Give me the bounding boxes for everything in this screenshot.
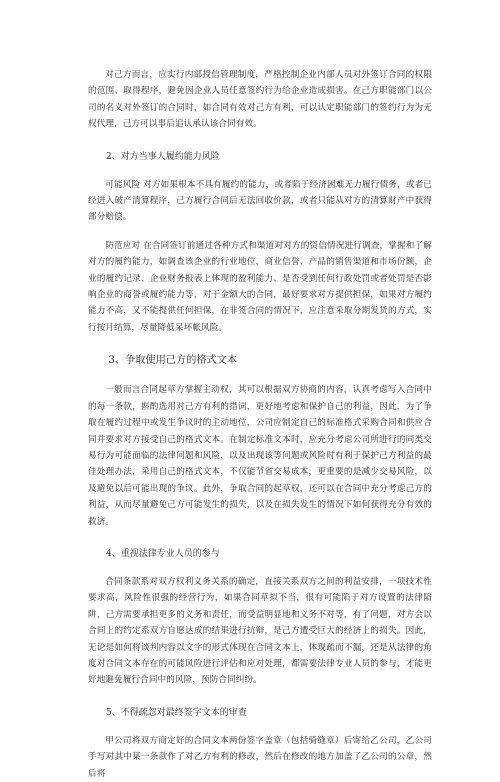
heading-legal-professionals: 4、重视法律专业人员的参与 (106, 548, 220, 559)
paragraph-possible-risk: 可能风险 对方如果根本不具有履约的能力，或者陷于经济困难无力履行债务，或者已经进入破产清算程序，己方履行合同后无法回收价款，或者只能从对方的清算财产中获得部分赔偿。 (88, 179, 432, 223)
paragraph-signing-case: 甲公司将双方商定好的合同文本两份签字盖章（包括骑缝章）后寄给乙公司，乙公司手写对其中某一条款作了对乙方有利的修改，然后在修改的地方加盖了乙公司的公章，然后将 (88, 735, 432, 779)
paragraph-prevention: 防范应对 在合同签订前通过各种方式和渠道对对方的资信情况进行调查，掌握和了解对方的履约能力，如调查该企业的行业地位，商业信誉、产品的销售渠道和市场份额，企业的履约记录、企业财务报表上体现的盈利能力、是否受到任何行政处罚或者处罚是否影响企业的商誉或履约能力等，对于金额大的合同，最好要求对方提供担保，如果对方履约能力不高，又不能提供任何担保，在非签合同的情况下，应注意采取分期发货的方式，实行按月结算，尽量降低呆坏帐风险。 (88, 240, 432, 333)
document-body (88, 67, 432, 782)
paragraph-internal-authorization: 对己方而言，应实行内部授信管理制度，严格控制企业内部人员对外签订合同的权限的范围、取得程序，避免因企业人员任意签约行为给企业造成损害。在己方职能部门以公司的名义对外签订的合同时，如合同有效对己方有利，可以认定职能部门的签约行为为无权代理，己方可以事后追认承认该合同有效。 (88, 70, 432, 130)
paragraph-contract-terms: 合同条款系对双方权利义务关系的确定，直接关系双方之间的利益安排，一项技术性要求高，风险性很强的经营行为，如果合同草拟不当，很有可能陷于对方设置的法律陷阱，己方需要承担更多的义务和责任，而受益明显地和义务不对等，有了问题，对方会以合同上的约定系双方自愿达成的结果进行抗辩，是己方遭受巨大的经济上的损失。因此，无论是如何将谈判内容以文字的形式体现在合同文本上，体现疏而不漏，还是从法律的角度对合同文本存在的可能风险进行评估和应对处理，都需要法律专业人员的参与，才能更好地避免履行合同中的风险，预防合同纠纷。 (88, 576, 432, 686)
heading-standard-template: 3、争取使用己方的格式文本 (108, 355, 238, 367)
heading-performance-risk: 2、对方当事人履约能力风险 (106, 151, 220, 162)
heading-final-review: 5、不得疏忽对最终签字文本的审查 (106, 707, 247, 718)
paragraph-drafting-right: 一般而言合同起草方掌握主动权，其可以根据双方协商的内容，认真考虑写入合同中的每一条款，斟酌选用对己方有利的措词，更好地考虑和保护自己的利益，因此，为了争取在履约过程中或发生争议时的主动地位，公司应制定自己的标准格式采购合同和供应合同并要求对方接受自己的格式文本。在制定标准文本时，应充分考虑公司所进行的同类交易行为可能面临的法律问题和风险，以及出现该等问题或风险时有利于保护己方利益的最佳处理办法，采用自己的格式文本，不仅能节省交易成本，更重要的是减少交易风险，以及避免以后可能出现的争议。此外，争取合同的起草权，还可以在合同中充分考虑己方的利益，从而尽量避免己方可能发生的损失，以及在损失发生的情况下如何获得充分有效的救济。 (88, 385, 432, 527)
